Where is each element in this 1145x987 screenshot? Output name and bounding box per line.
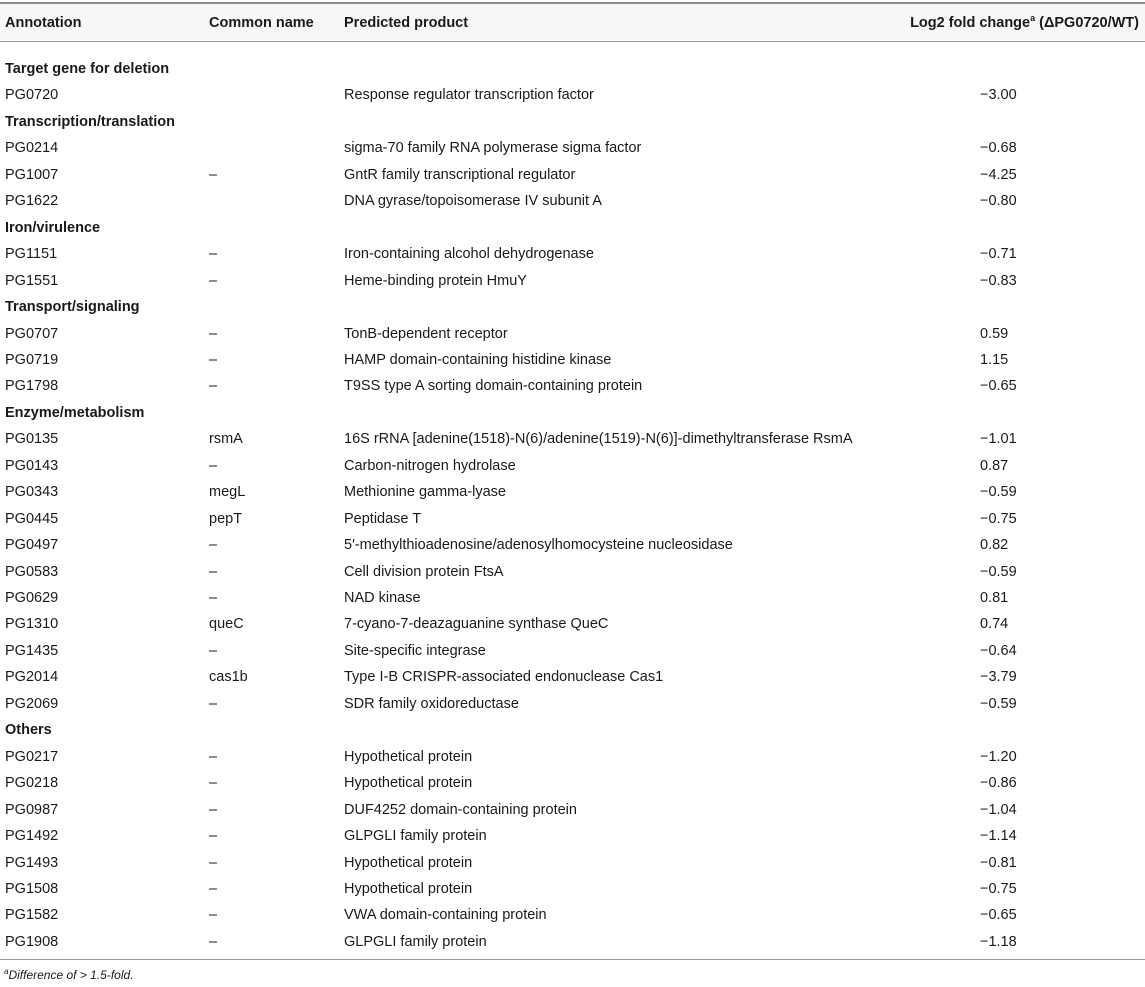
cell-log2-fold-change: −0.71 xyxy=(980,246,1017,263)
cell-common-name: – xyxy=(209,166,218,183)
header-annotation: Annotation xyxy=(5,15,82,31)
header-common-name: Common name xyxy=(209,15,314,31)
cell-predicted-product: Methionine gamma-lyase xyxy=(344,484,506,501)
cell-common-name: megL xyxy=(209,484,246,501)
section-heading: Iron/virulence xyxy=(5,219,101,236)
cell-annotation: PG0143 xyxy=(5,457,59,474)
header-log2-footnote-mark: a xyxy=(1030,13,1036,23)
cell-log2-fold-change: −0.81 xyxy=(980,854,1017,871)
cell-common-name: – xyxy=(209,933,218,950)
cell-annotation: PG0445 xyxy=(5,510,59,527)
cell-annotation: PG0720 xyxy=(5,87,59,104)
cell-annotation: PG1551 xyxy=(5,272,59,289)
cell-common-name: queC xyxy=(209,616,244,633)
cell-annotation: PG2014 xyxy=(5,669,59,686)
cell-log2-fold-change: −1.14 xyxy=(980,828,1017,845)
cell-predicted-product: Hypothetical protein xyxy=(344,880,473,897)
cell-log2-fold-change: −0.75 xyxy=(980,880,1017,897)
section-heading: Target gene for deletion xyxy=(5,61,170,77)
cell-common-name: – xyxy=(209,695,218,712)
cell-common-name: – xyxy=(209,351,218,368)
cell-predicted-product: HAMP domain-containing histidine kinase xyxy=(344,351,612,368)
cell-annotation: PG0719 xyxy=(5,351,59,368)
cell-common-name: cas1b xyxy=(209,669,248,686)
cell-predicted-product: 7-cyano-7-deazaguanine synthase QueC xyxy=(344,616,609,633)
header-log2-label: Log2 fold change xyxy=(910,15,1031,31)
cell-log2-fold-change: 0.59 xyxy=(980,325,1009,342)
cell-predicted-product: Response regulator transcription factor xyxy=(344,87,594,104)
cell-log2-fold-change: 0.87 xyxy=(980,457,1009,474)
cell-annotation: PG0497 xyxy=(5,537,59,554)
cell-common-name: – xyxy=(209,457,218,474)
cell-annotation: PG1508 xyxy=(5,880,59,897)
cell-annotation: PG0629 xyxy=(5,590,59,606)
cell-common-name: – xyxy=(209,880,218,897)
cell-log2-fold-change: −0.80 xyxy=(980,193,1017,210)
cell-predicted-product: DNA gyrase/topoisomerase IV subunit A xyxy=(344,193,602,210)
cell-annotation: PG0987 xyxy=(5,801,59,818)
section-heading: Enzyme/metabolism xyxy=(5,404,145,421)
cell-predicted-product: TonB-dependent receptor xyxy=(344,325,508,342)
cell-log2-fold-change: 0.74 xyxy=(980,616,1009,633)
cell-predicted-product: GLPGLI family protein xyxy=(344,828,487,845)
section-heading: Transport/signaling xyxy=(5,299,140,316)
cell-common-name: – xyxy=(209,378,218,395)
cell-log2-fold-change: −0.59 xyxy=(980,484,1017,501)
cell-predicted-product: T9SS type A sorting domain-containing protein xyxy=(344,378,643,395)
cell-common-name: – xyxy=(209,854,218,871)
cell-annotation: PG1798 xyxy=(5,378,59,395)
cell-predicted-product: Carbon-nitrogen hydrolase xyxy=(344,457,516,474)
cell-log2-fold-change: −1.20 xyxy=(980,748,1017,765)
cell-common-name: pepT xyxy=(209,510,243,527)
cell-log2-fold-change: −0.64 xyxy=(980,642,1017,659)
cell-common-name: – xyxy=(209,272,218,289)
cell-annotation: PG1582 xyxy=(5,907,59,924)
cell-log2-fold-change: −0.68 xyxy=(980,140,1017,157)
table-bottom-rule xyxy=(0,959,1145,960)
footnote-text: Difference of > 1.5-fold. xyxy=(8,968,134,982)
cell-log2-fold-change: −0.59 xyxy=(980,563,1017,580)
cell-predicted-product: Hypothetical protein xyxy=(344,775,473,792)
cell-predicted-product: NAD kinase xyxy=(344,590,421,606)
cell-log2-fold-change: −3.00 xyxy=(980,87,1017,104)
cell-log2-fold-change: −0.83 xyxy=(980,272,1017,289)
cell-common-name: – xyxy=(209,642,218,659)
cell-log2-fold-change: −0.59 xyxy=(980,695,1017,712)
header-predicted-product: Predicted product xyxy=(344,15,469,31)
cell-common-name: – xyxy=(209,775,218,792)
cell-predicted-product: Cell division protein FtsA xyxy=(344,563,504,580)
cell-predicted-product: DUF4252 domain-containing protein xyxy=(344,801,577,818)
cell-annotation: PG1310 xyxy=(5,616,59,633)
cell-common-name: – xyxy=(209,828,218,845)
cell-log2-fold-change: 0.81 xyxy=(980,590,1009,606)
cell-predicted-product: GntR family transcriptional regulator xyxy=(344,166,576,183)
header-log2-fold-change xyxy=(910,14,1139,32)
cell-predicted-product: Type I-B CRISPR-associated endonuclease Cas1 xyxy=(344,669,664,686)
cell-predicted-product: Iron-containing alcohol dehydrogenase xyxy=(344,246,594,263)
cell-log2-fold-change: −4.25 xyxy=(980,166,1017,183)
cell-annotation: PG0135 xyxy=(5,431,59,448)
cell-common-name: – xyxy=(209,590,218,606)
footnote-mark: a xyxy=(4,967,9,976)
cell-predicted-product: GLPGLI family protein xyxy=(344,933,487,950)
cell-log2-fold-change: −0.65 xyxy=(980,907,1017,924)
cell-log2-fold-change: −1.18 xyxy=(980,933,1017,950)
cell-predicted-product: Site-specific integrase xyxy=(344,642,486,659)
cell-annotation: PG1908 xyxy=(5,933,59,950)
cell-predicted-product: sigma-70 family RNA polymerase sigma factor xyxy=(344,140,642,157)
cell-annotation: PG1151 xyxy=(5,246,58,263)
cell-annotation: PG0707 xyxy=(5,325,59,342)
cell-log2-fold-change: −0.86 xyxy=(980,775,1017,792)
cell-common-name: – xyxy=(209,563,218,580)
section-heading: Others xyxy=(5,722,52,739)
cell-predicted-product: SDR family oxidoreductase xyxy=(344,695,519,712)
cell-common-name: – xyxy=(209,801,218,818)
cell-annotation: PG1493 xyxy=(5,854,59,871)
cell-log2-fold-change: −1.04 xyxy=(980,801,1017,818)
header-bottom-rule xyxy=(0,41,1145,42)
section-heading: Transcription/translation xyxy=(5,113,175,130)
cell-annotation: PG1435 xyxy=(5,642,59,659)
header-log2-suffix: (ΔPG0720/WT) xyxy=(1035,15,1139,31)
cell-predicted-product: Heme-binding protein HmuY xyxy=(344,272,527,289)
cell-predicted-product: 16S rRNA [adenine(1518)-N(6)/adenine(1519)-N(6)]-dimethyltransferase RsmA xyxy=(344,431,853,448)
cell-annotation: PG0343 xyxy=(5,484,59,501)
cell-annotation: PG0214 xyxy=(5,140,59,157)
cell-common-name: rsmA xyxy=(209,431,243,448)
cell-predicted-product: Peptidase T xyxy=(344,510,422,527)
cell-annotation: PG1492 xyxy=(5,828,59,845)
cell-annotation: PG1007 xyxy=(5,166,59,183)
cell-common-name: – xyxy=(209,748,218,765)
cell-predicted-product: VWA domain-containing protein xyxy=(344,907,547,924)
cell-predicted-product: Hypothetical protein xyxy=(344,748,473,765)
cell-log2-fold-change: −3.79 xyxy=(980,669,1017,686)
cell-log2-fold-change: 1.15 xyxy=(980,351,1009,368)
cell-annotation: PG0217 xyxy=(5,748,59,765)
cell-common-name: – xyxy=(209,537,218,554)
cell-annotation: PG2069 xyxy=(5,695,59,712)
cell-common-name: – xyxy=(209,325,218,342)
cell-log2-fold-change: 0.82 xyxy=(980,537,1009,554)
cell-annotation: PG0583 xyxy=(5,563,59,580)
cell-log2-fold-change: −0.75 xyxy=(980,510,1017,527)
cell-predicted-product: 5′-methylthioadenosine/adenosylhomocysteine nucleosidase xyxy=(344,537,733,554)
cell-annotation: PG0218 xyxy=(5,775,59,792)
cell-predicted-product: Hypothetical protein xyxy=(344,854,473,871)
table-footnote xyxy=(4,968,134,982)
cell-log2-fold-change: −1.01 xyxy=(980,431,1017,448)
cell-common-name: – xyxy=(209,246,218,263)
cell-annotation: PG1622 xyxy=(5,193,59,210)
cell-common-name: – xyxy=(209,907,218,924)
cell-log2-fold-change: −0.65 xyxy=(980,378,1017,395)
